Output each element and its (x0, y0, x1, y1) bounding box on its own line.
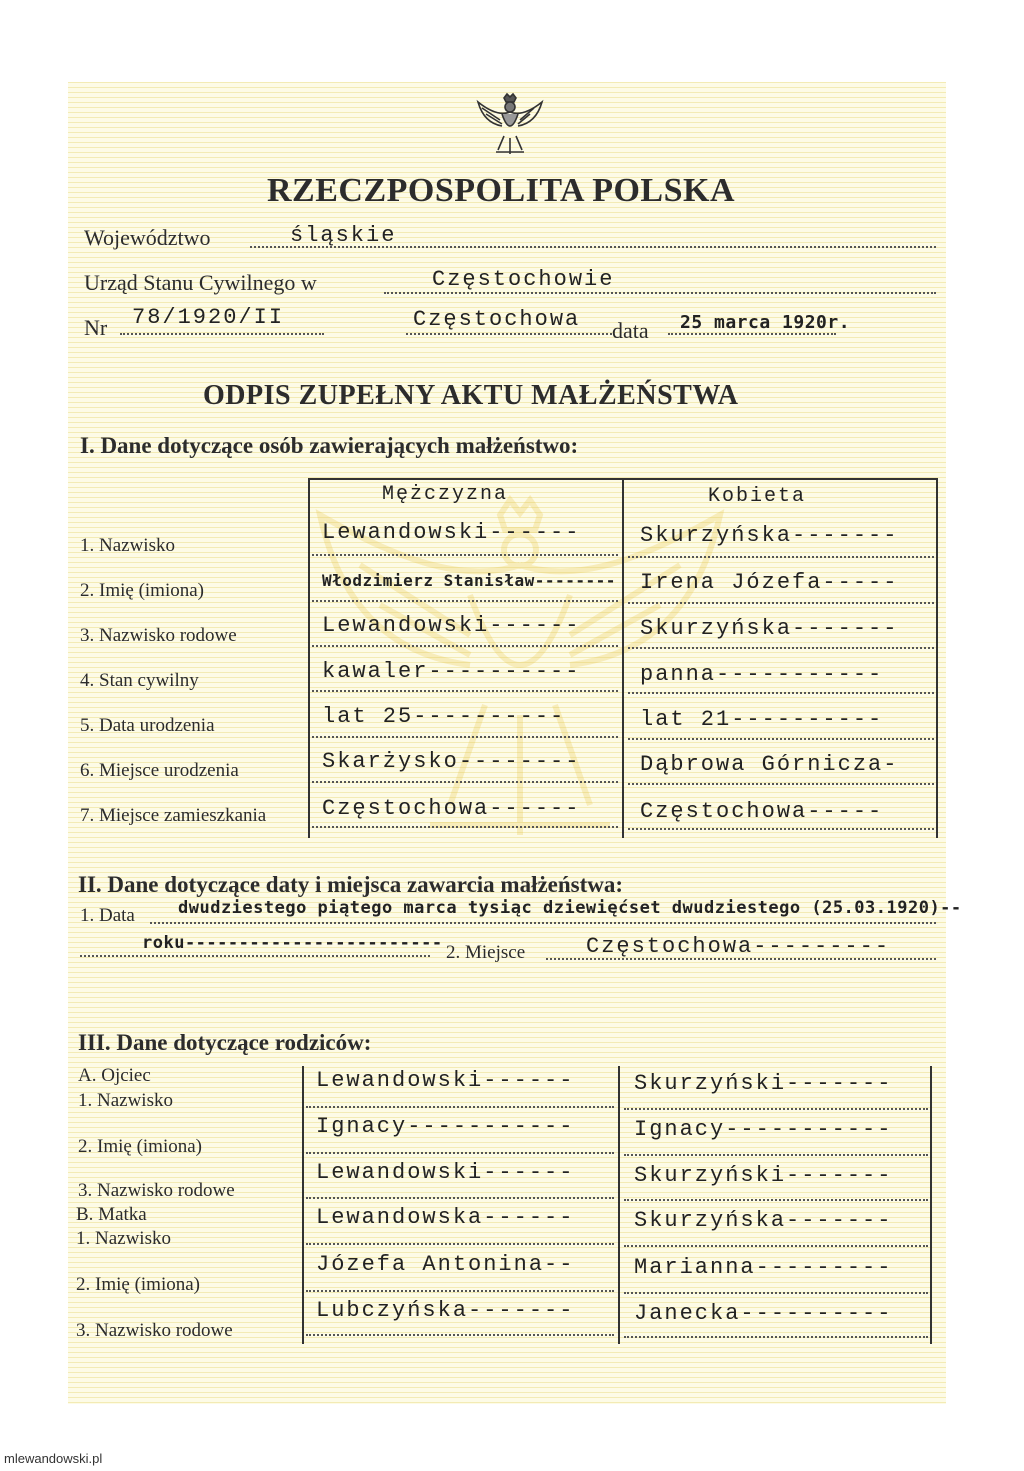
s3-father-side-value: Józefa Antonina-- (316, 1252, 575, 1277)
s3-father-side-value: Lewandowska------ (316, 1205, 575, 1230)
s1-woman-line (628, 602, 934, 604)
s2-date-line2 (80, 955, 430, 957)
s3-row-label: 2. Imię (imiona) (78, 1136, 202, 1157)
number-value: 78/1920/II (132, 305, 285, 330)
s1-row-label: 6. Miejsce urodzenia (80, 760, 239, 781)
s3-right-line (624, 1154, 928, 1156)
s1-woman-line (628, 692, 934, 694)
s1-man-line (312, 690, 618, 692)
table3-right-border (930, 1066, 932, 1344)
s1-man-value: kawaler---------- (322, 659, 581, 684)
s3-mother-side-value: Ignacy----------- (634, 1117, 893, 1142)
s2-date-value: dwudziestego piątego marca tysiąc dziewięćset dwudziestego (25.03.1920)-- (178, 898, 962, 918)
place-value: Częstochowa (413, 307, 581, 332)
s3-right-line (624, 1245, 928, 1247)
date-value: 25 marca 1920r. (680, 312, 851, 333)
s1-woman-value: Skurzyńska------- (640, 523, 899, 548)
mother-label: B. Matka (76, 1204, 147, 1225)
table1-right-border (936, 478, 938, 838)
s1-row-label: 4. Stan cywilny (80, 670, 199, 691)
footer-watermark: mlewandowski.pl (4, 1451, 103, 1466)
s3-mother-side-value: Skurzyński------- (634, 1163, 893, 1188)
s3-left-line (306, 1106, 614, 1108)
s3-row-label: 3. Nazwisko rodowe (76, 1320, 233, 1341)
table1-mid-border (622, 478, 624, 838)
place-line (406, 333, 612, 335)
s1-man-line (312, 826, 618, 828)
date-line (668, 333, 836, 335)
s3-right-line (624, 1292, 928, 1294)
page-title: RZECZPOSPOLITA POLSKA (267, 172, 736, 209)
s1-woman-value: Skurzyńska------- (640, 616, 899, 641)
s1-woman-line (628, 738, 934, 740)
s1-man-line (312, 736, 618, 738)
s3-father-side-value: Lewandowski------ (316, 1068, 575, 1093)
s1-man-value: Włodzimierz Stanisław-------- (322, 571, 616, 590)
s3-right-line (624, 1336, 928, 1338)
number-line (120, 333, 324, 335)
s1-row-label: 3. Nazwisko rodowe (80, 625, 237, 646)
col-woman-header: Kobieta (708, 485, 807, 508)
s2-place-label: 2. Miejsce (446, 942, 526, 963)
date-label: data (612, 318, 649, 343)
s1-man-line (312, 781, 618, 783)
s3-right-line (624, 1199, 928, 1201)
s3-right-line (624, 1108, 928, 1110)
s1-woman-line (628, 556, 934, 558)
section3-heading: III. Dane dotyczące rodziców: (78, 1030, 372, 1055)
s3-row-label: 2. Imię (imiona) (76, 1274, 200, 1295)
s1-man-value: Częstochowa------ (322, 796, 581, 821)
table1-left-border (308, 478, 310, 838)
s2-place-value: Częstochowa--------- (586, 934, 891, 959)
s3-left-line (306, 1243, 614, 1245)
s3-left-line (306, 1152, 614, 1154)
s3-mother-side-value: Marianna--------- (634, 1255, 893, 1280)
s3-left-line (306, 1197, 614, 1199)
s3-row-label: 1. Nazwisko (76, 1228, 171, 1249)
s3-father-side-value: Lewandowski------ (316, 1160, 575, 1185)
table3-left-border (302, 1066, 304, 1344)
s3-left-line (306, 1290, 614, 1292)
s3-row-label: 1. Nazwisko (78, 1090, 173, 1111)
s1-woman-line (628, 828, 934, 830)
s3-mother-side-value: Janecka---------- (634, 1301, 893, 1326)
s1-woman-value: Częstochowa----- (640, 799, 884, 824)
s3-row-label: 3. Nazwisko rodowe (78, 1180, 235, 1201)
s1-man-value: Skarżysko-------- (322, 749, 581, 774)
s1-woman-line (628, 783, 934, 785)
document-title: ODPIS ZUPEŁNY AKTU MAŁŻEŃSTWA (203, 380, 739, 411)
s3-father-side-value: Ignacy----------- (316, 1114, 575, 1139)
s1-man-line (312, 600, 618, 602)
section2-heading: II. Dane dotyczące daty i miejsca zawarcia małżeństwa: (78, 872, 624, 897)
s3-mother-side-value: Skurzyńska------- (634, 1208, 893, 1233)
section1-heading: I. Dane dotyczące osób zawierających małżeństwo: (80, 433, 579, 458)
s1-woman-value: Irena Józefa----- (640, 570, 899, 595)
s3-father-side-value: Lubczyńska------- (316, 1298, 575, 1323)
s1-row-label: 5. Data urodzenia (80, 715, 215, 736)
s1-woman-line (628, 647, 934, 649)
s1-man-value: Lewandowski------ (322, 520, 581, 545)
number-label: Nr (84, 315, 108, 340)
s1-man-value: lat 25---------- (322, 704, 566, 729)
col-man-header: Mężczyzna (382, 483, 509, 506)
s1-woman-value: Dąbrowa Górnicza- (640, 752, 899, 777)
polish-eagle-emblem-icon (474, 92, 546, 158)
s1-man-line (312, 645, 618, 647)
s1-man-line (312, 554, 618, 556)
office-line (384, 292, 936, 294)
office-value: Częstochowie (432, 267, 615, 292)
voivodeship-value: śląskie (290, 223, 397, 248)
father-label: A. Ojciec (78, 1065, 151, 1086)
table3-mid-border (618, 1066, 620, 1344)
s1-row-label: 1. Nazwisko (80, 535, 175, 556)
s2-date-label: 1. Data (80, 905, 135, 926)
s3-left-line (306, 1334, 614, 1336)
s2-date-value-cont: roku------------------------ (142, 933, 443, 953)
s3-mother-side-value: Skurzyński------- (634, 1071, 893, 1096)
s1-man-value: Lewandowski------ (322, 613, 581, 638)
voivodeship-label: Województwo (84, 225, 211, 250)
office-label: Urząd Stanu Cywilnego w (84, 270, 317, 295)
s1-row-label: 2. Imię (imiona) (80, 580, 204, 601)
s1-woman-value: lat 21---------- (640, 707, 884, 732)
s1-woman-value: panna----------- (640, 662, 884, 687)
s1-row-label: 7. Miejsce zamieszkania (80, 805, 267, 826)
s2-date-line (150, 922, 936, 924)
